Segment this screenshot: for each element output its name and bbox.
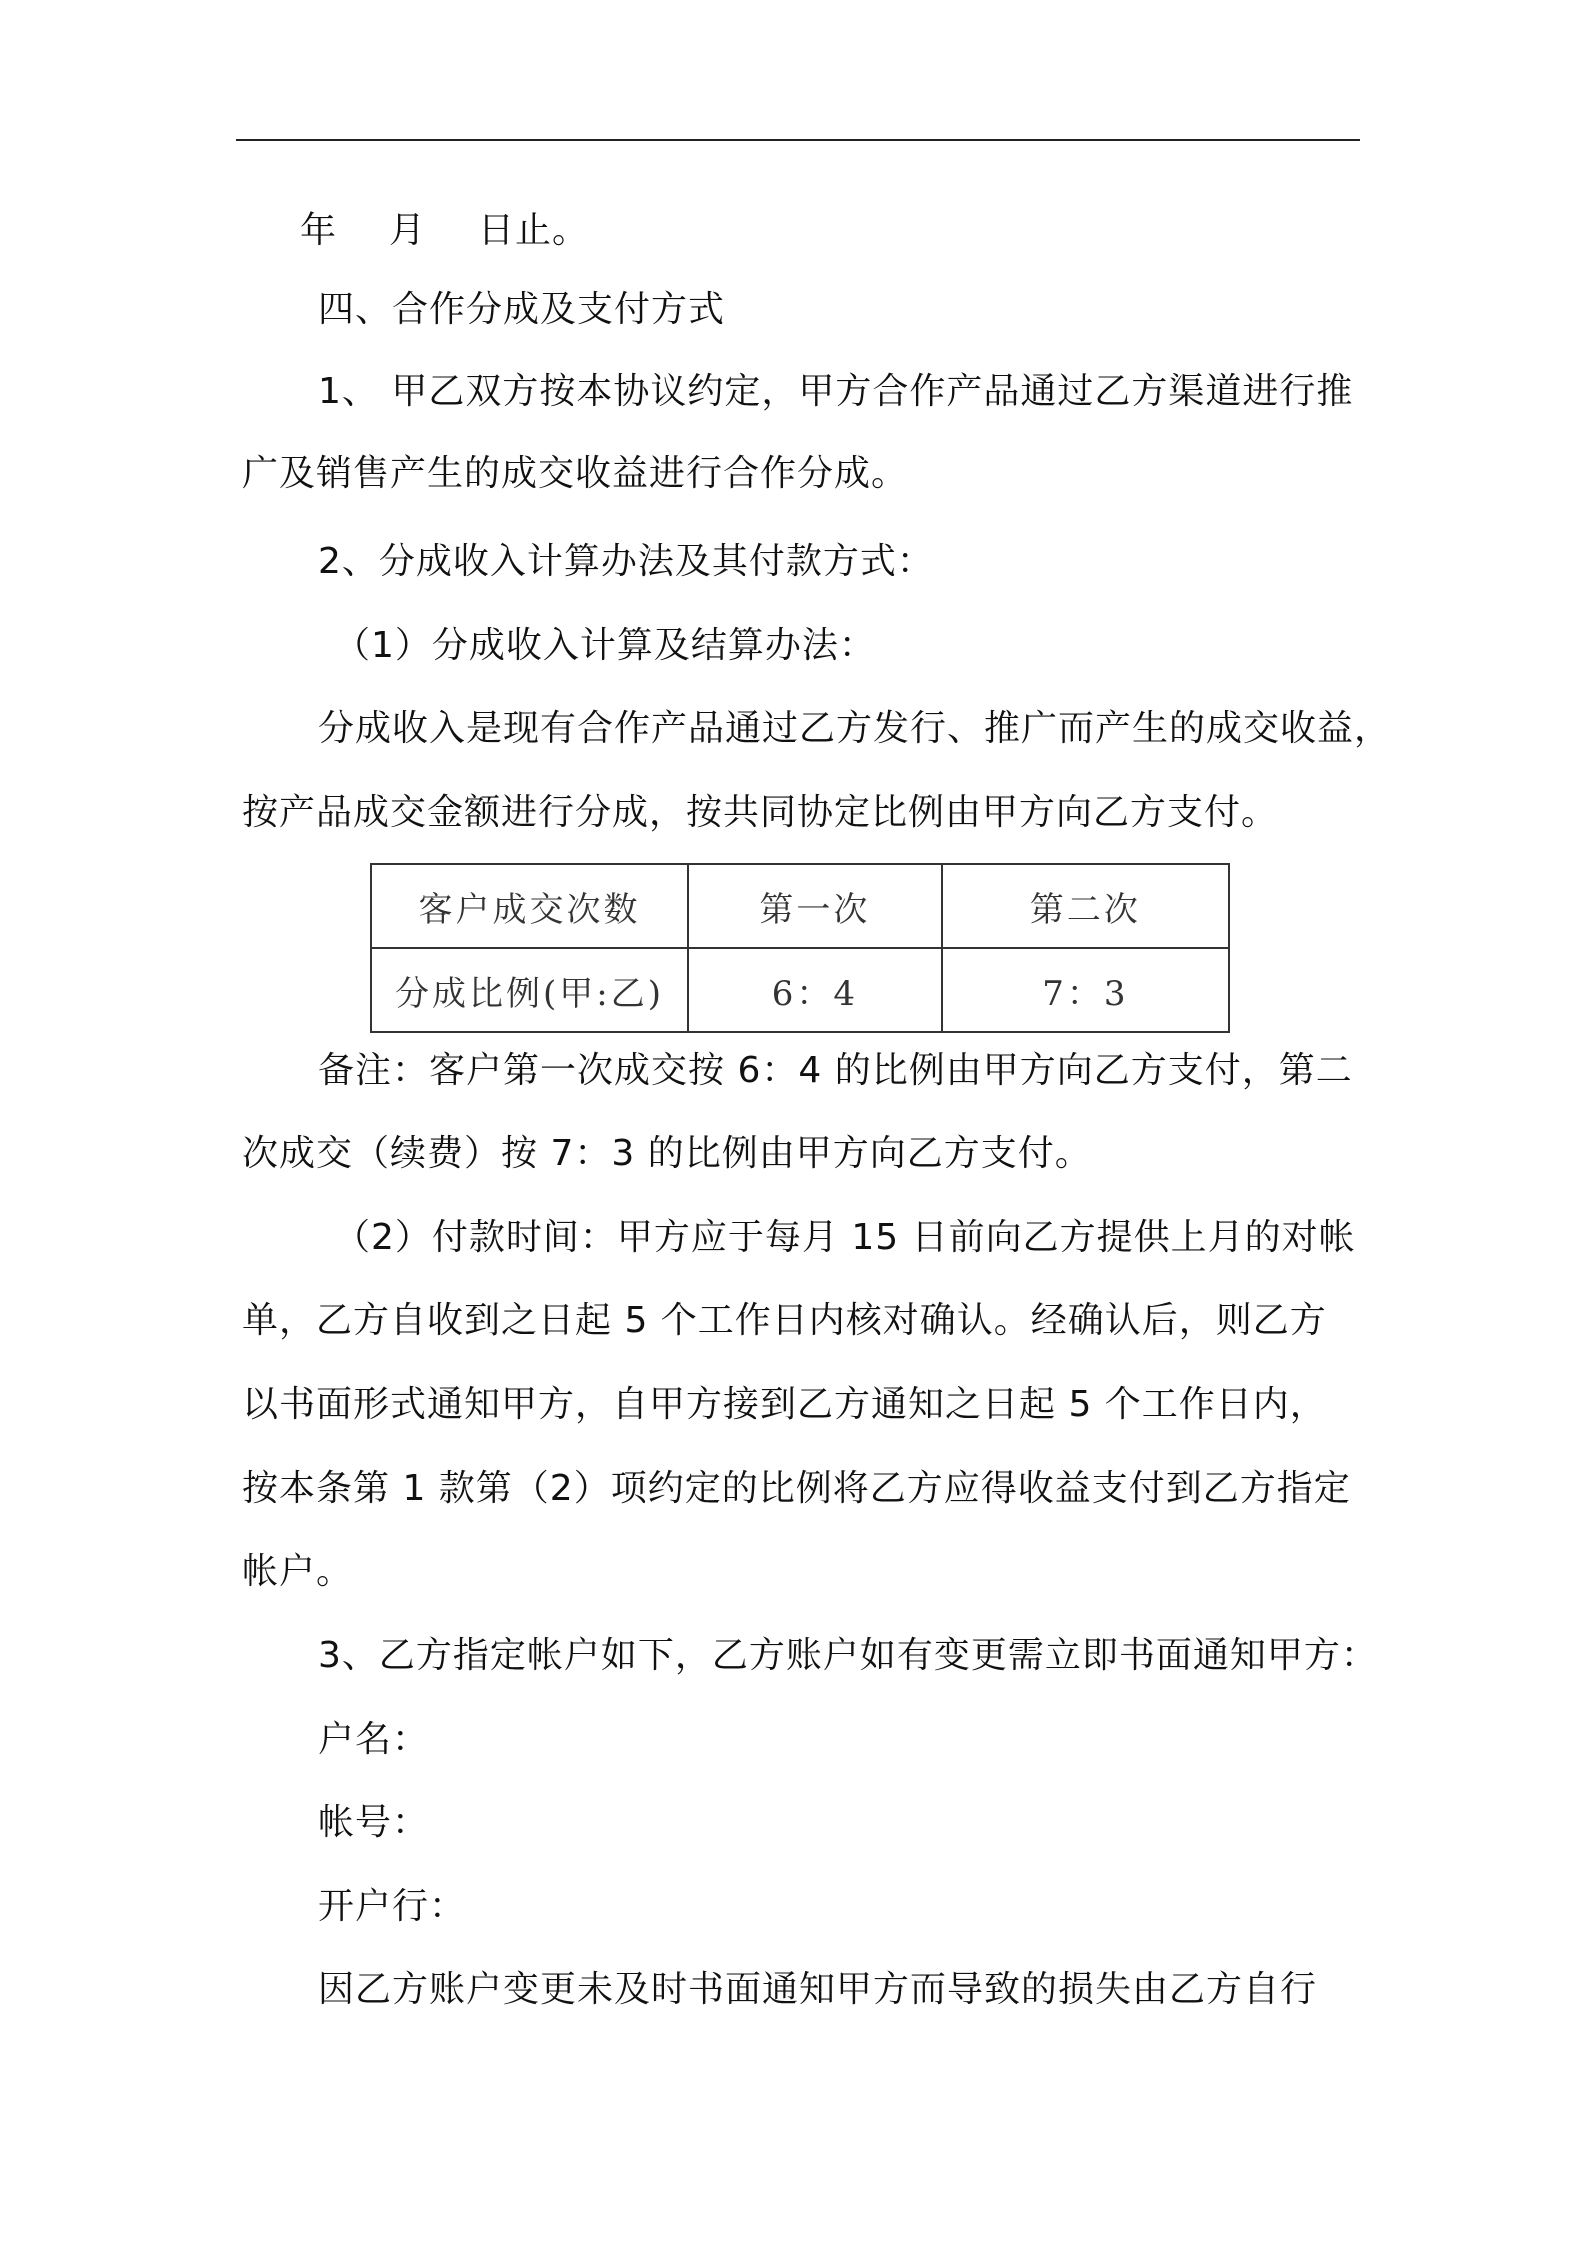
sub2-line1: （2）付款时间：甲方应于每月 15 日前向乙方提供上月的对帐	[334, 1217, 1356, 1258]
account-bank-label: 开户行：	[318, 1886, 467, 1927]
split-ratio-table	[370, 863, 1230, 1033]
table-row	[371, 948, 1229, 1032]
header-rule	[236, 139, 1360, 141]
note-line2: 次成交（续费）按 7：3 的比例由甲方向乙方支付。	[242, 1133, 1092, 1174]
sub2-line3: 以书面形式通知甲方，自甲方接到乙方通知之日起 5 个工作日内，	[242, 1384, 1327, 1425]
account-number-label: 帐号：	[318, 1802, 430, 1843]
sub2-line5: 帐户。	[242, 1551, 354, 1592]
item1-line1: 1、 甲乙双方按本协议约定，甲方合作产品通过乙方渠道进行推	[318, 371, 1354, 412]
table-cell: 分成比例(甲:乙)	[371, 948, 688, 1032]
table-cell: 7：3	[942, 948, 1229, 1032]
note-line1: 备注：客户第一次成交按 6：4 的比例由甲方向乙方支付，第二	[318, 1050, 1353, 1091]
item1-line2: 广及销售产生的成交收益进行合作分成。	[242, 453, 909, 494]
table-cell: 第一次	[688, 864, 942, 948]
item3-line: 3、乙方指定帐户如下，乙方账户如有变更需立即书面通知甲方：	[318, 1635, 1378, 1676]
section-heading: 四、合作分成及支付方式	[318, 289, 726, 330]
table-cell: 第二次	[942, 864, 1229, 948]
date-month: 月	[389, 210, 427, 251]
item2-heading: 2、分成收入计算办法及其付款方式：	[318, 541, 934, 582]
sub1-line2: 按产品成交金额进行分成，按共同协定比例由甲方向乙方支付。	[242, 792, 1279, 833]
liability-line: 因乙方账户变更未及时书面通知甲方而导致的损失由乙方自行	[318, 1969, 1318, 2010]
date-year: 年	[300, 210, 338, 251]
account-name-label: 户名：	[318, 1719, 430, 1760]
table-row	[371, 864, 1229, 948]
sub2-line2: 单，乙方自收到之日起 5 个工作日内核对确认。经确认后，则乙方	[242, 1300, 1327, 1341]
sub2-line4: 按本条第 1 款第（2）项约定的比例将乙方应得收益支付到乙方指定	[242, 1468, 1351, 1509]
sub1-heading: （1）分成收入计算及结算办法：	[334, 625, 876, 666]
sub1-line1: 分成收入是现有合作产品通过乙方发行、推广而产生的成交收益，	[318, 708, 1392, 749]
table-cell: 6：4	[688, 948, 942, 1032]
date-day: 日止。	[478, 210, 590, 251]
table-cell: 客户成交次数	[371, 864, 688, 948]
date-line	[300, 209, 589, 253]
